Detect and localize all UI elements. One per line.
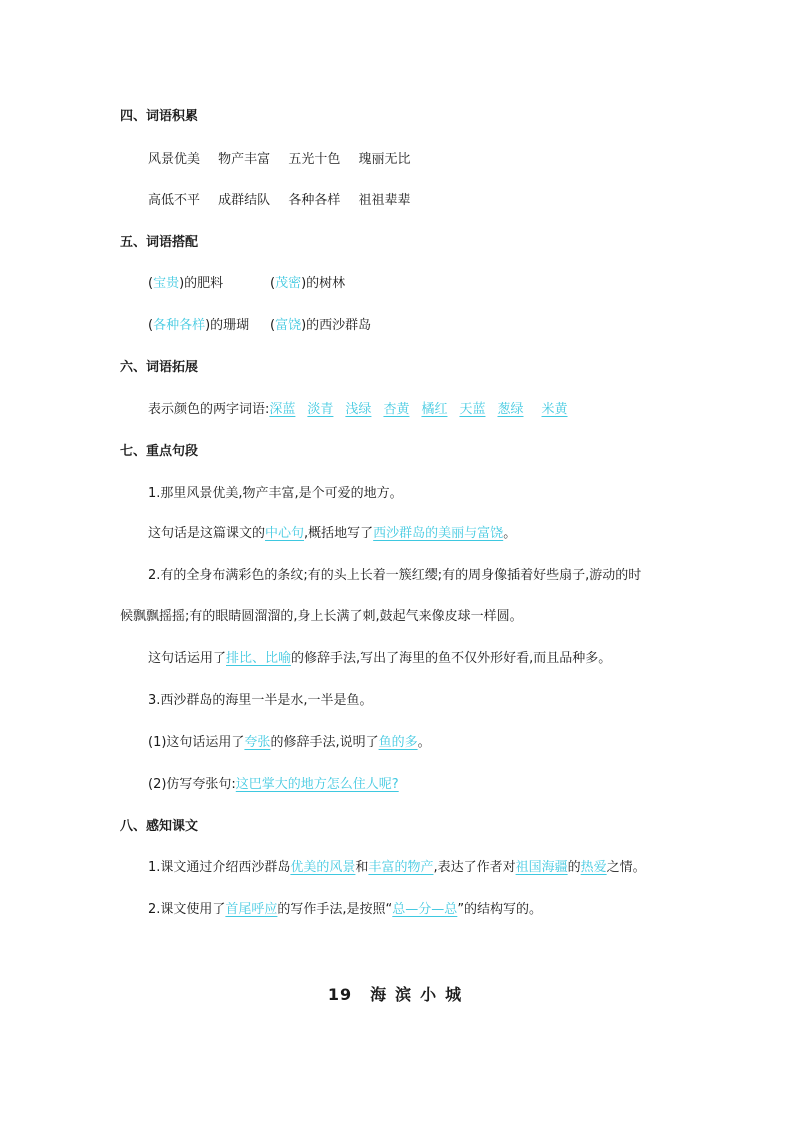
text: 的修辞手法,写出了海里的鱼不仅外形好看,而且品种多。 [291, 651, 612, 666]
answer: 西沙群岛的美丽与富饶 [373, 526, 504, 541]
word-row-2 [148, 192, 410, 210]
answer: 排比、比喻 [226, 651, 292, 666]
sentence-3: 3.西沙群岛的海里一半是水,一半是鱼。 [148, 693, 373, 708]
text: 1.课文通过介绍西沙群岛 [148, 860, 291, 875]
collocation-4: (富饶)的西沙群岛 [270, 318, 372, 333]
word: 祖祖辈辈 [358, 193, 411, 208]
text: 的修辞手法,说明了 [270, 735, 379, 750]
sentence-1-answer [148, 525, 516, 543]
collocation-text: 的西沙群岛 [306, 318, 372, 333]
text: 。 [417, 735, 431, 750]
sentence-2-answer [148, 650, 611, 668]
word: 风景优美 [148, 152, 201, 167]
color-words-line [148, 401, 568, 419]
title-char: 滨 [395, 985, 413, 1004]
title-char: 海 [370, 985, 388, 1004]
lesson-number: 19 [327, 985, 353, 1004]
answer: 富饶 [275, 318, 302, 333]
text: 和 [355, 860, 369, 875]
answer: 热爱 [580, 860, 607, 875]
sentence-1: 1.那里风景优美,物产丰富,是个可爱的地方。 [148, 486, 403, 501]
text: 的 [567, 860, 581, 875]
title-char: 城 [445, 985, 463, 1004]
answer: 宝贵 [153, 276, 180, 291]
word: 瑰丽无比 [358, 152, 411, 167]
text: 2.课文使用了 [148, 902, 226, 917]
title-char: 小 [420, 985, 438, 1004]
summary-1 [148, 859, 646, 877]
text: ”的结构写的。 [457, 902, 543, 917]
section-4-heading: 四、词语积累 [120, 109, 199, 124]
text: 这句话是这篇课文的 [148, 526, 266, 541]
section-5-heading: 五、词语搭配 [120, 235, 199, 250]
summary-2 [148, 901, 542, 919]
collocation-2: (茂密)的树林 [270, 276, 346, 291]
text: ,表达了作者对 [433, 860, 516, 875]
text: 这句话运用了 [148, 651, 227, 666]
sentence-2-line-2: 候飘飘摇摇;有的眼睛圆溜溜的,身上长满了刺,鼓起气来像皮球一样圆。 [120, 609, 523, 624]
color-word: 米黄 [541, 402, 568, 417]
section-8-heading: 八、感知课文 [120, 819, 199, 834]
text: 之情。 [606, 860, 646, 875]
answer: 丰富的物产 [368, 860, 434, 875]
word: 高低不平 [148, 193, 201, 208]
collocation-text: 的珊瑚 [210, 318, 250, 333]
text: (2)仿写夸张句: [148, 777, 236, 792]
color-word: 橘红 [421, 402, 448, 417]
text: 的写作手法,是按照“ [277, 902, 393, 917]
answer: 夸张 [244, 735, 271, 750]
collocation-text: 的树林 [306, 276, 346, 291]
color-word: 杏黄 [383, 402, 410, 417]
text: ,概括地写了 [304, 526, 374, 541]
word: 物产丰富 [218, 152, 271, 167]
word: 五光十色 [288, 152, 341, 167]
text: (1)这句话运用了 [148, 735, 245, 750]
color-word: 葱绿 [497, 402, 524, 417]
word-row-1 [148, 151, 410, 169]
color-words-prefix: 表示颜色的两字词语: [148, 402, 270, 417]
collocation-1: (宝贵)的肥料 [148, 276, 224, 291]
color-word: 深蓝 [269, 402, 296, 417]
answer: 各种各样 [153, 318, 206, 333]
color-word: 天蓝 [459, 402, 486, 417]
answer: 首尾呼应 [225, 902, 278, 917]
collocation-text: 的肥料 [184, 276, 224, 291]
section-6-heading: 六、词语拓展 [120, 360, 199, 375]
word: 成群结队 [218, 193, 271, 208]
color-word: 淡青 [307, 402, 334, 417]
answer: 总—分—总 [392, 902, 458, 917]
section-7-heading: 七、重点句段 [120, 444, 199, 459]
answer: 茂密 [275, 276, 302, 291]
sentence-3-answer-1 [148, 734, 431, 752]
answer: 这巴掌大的地方怎么住人呢? [235, 777, 399, 792]
color-word: 浅绿 [345, 402, 372, 417]
lesson-title [0, 982, 794, 1005]
sentence-2-line-1: 2.有的全身布满彩色的条纹;有的头上长着一簇红缨;有的周身像插着好些扇子,游动的时 [148, 568, 642, 583]
answer: 优美的风景 [290, 860, 356, 875]
text: 。 [503, 526, 517, 541]
answer: 鱼的多 [378, 735, 418, 750]
collocation-3: (各种各样)的珊瑚 [148, 318, 250, 333]
answer: 中心句 [265, 526, 305, 541]
word: 各种各样 [288, 193, 341, 208]
sentence-3-answer-2 [148, 776, 399, 794]
answer: 祖国海疆 [515, 860, 568, 875]
